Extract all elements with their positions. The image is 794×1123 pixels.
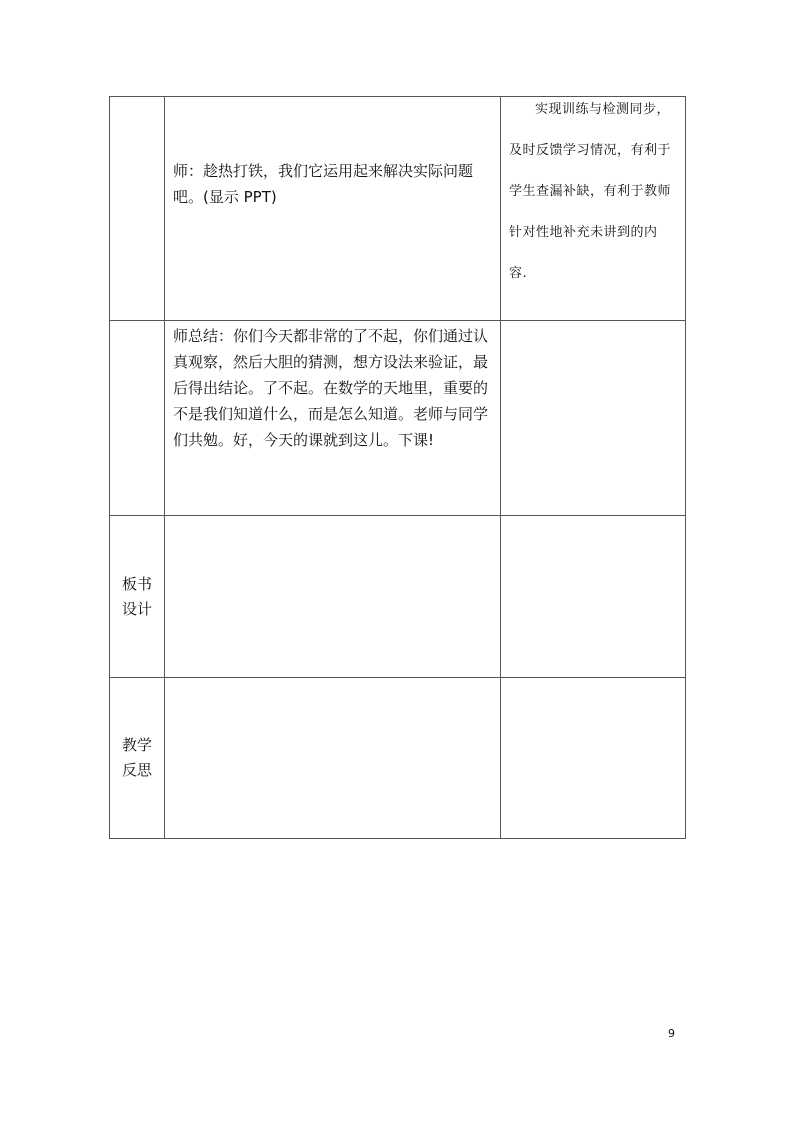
label-line: 反思	[121, 761, 152, 779]
teacher-summary-text: 师总结：你们今天都非常的了不起，你们通过认真观察，然后大胆的猜测，想方设法来验证，最后得出结论。了不起。在数学的天地里，重要的不是我们知道什么，而是怎么知道。老师与同学们共勉。好，今天的课就到这儿。下课!	[173, 327, 489, 449]
row-label-cell	[110, 97, 165, 321]
label-line: 板书	[121, 574, 152, 593]
label-line: 设计	[121, 599, 152, 618]
label-line: 教学	[121, 736, 152, 754]
content-cell	[165, 678, 501, 839]
content-cell	[165, 321, 501, 516]
content-cell	[165, 516, 501, 678]
design-intent-cell	[501, 321, 686, 516]
table-row	[110, 516, 686, 678]
blackboard-design-label	[110, 516, 165, 678]
teaching-reflection-label	[110, 678, 165, 839]
design-intent-cell	[501, 97, 686, 321]
table-row	[110, 97, 686, 321]
lesson-plan-table	[109, 96, 686, 839]
design-intent-text	[501, 89, 685, 294]
table-row	[110, 321, 686, 516]
content-cell	[165, 97, 501, 321]
row-label-cell	[110, 321, 165, 516]
notes-cell	[501, 516, 686, 678]
design-intent-content: 实现训练与检测同步，及时反馈学习情况，有利于学生查漏补缺，有利于教师针对性地补充未讲到的内容.	[509, 102, 672, 281]
page-number: 9	[668, 1027, 675, 1040]
table-row	[110, 678, 686, 839]
notes-cell	[501, 678, 686, 839]
teacher-dialogue-text: 师：趁热打铁，我们它运用起来解决实际问题吧。(显示 PPT)	[173, 162, 474, 206]
